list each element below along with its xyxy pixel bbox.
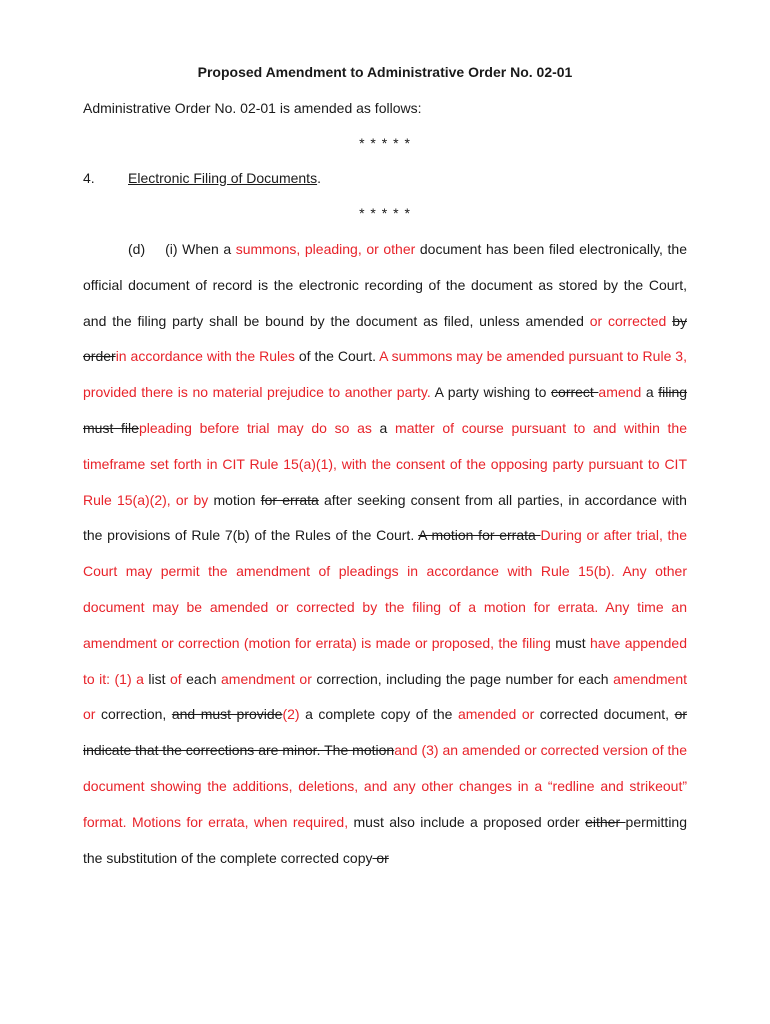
paragraph-label: (d)	[128, 241, 146, 257]
inserted-text: or corrected	[589, 312, 673, 329]
inserted-text: summons, pleading, or other	[235, 241, 416, 257]
paragraph-segment: corrected document,	[534, 706, 675, 723]
paragraph-segment: must also include a proposed order	[348, 813, 586, 830]
deleted-text: and must provide	[171, 706, 283, 723]
paragraph-segment: after seeking consent from all parties, in accordance with the provisions of Rule 7(b) of the Rules of the Court.	[83, 491, 687, 544]
inserted-text: amendment or	[83, 670, 688, 723]
separator-top: * * * * *	[359, 135, 411, 151]
deleted-text: for errata	[260, 491, 319, 508]
inserted-text: in accordance with the Rules	[115, 348, 295, 365]
inserted-text: amended or	[457, 706, 535, 723]
deleted-text: filing must file	[83, 384, 688, 436]
inserted-text: have appended to it: (1) a	[83, 634, 687, 687]
section-header	[83, 170, 321, 186]
paragraph-segment: (i) When a	[165, 241, 236, 257]
inserted-text: (2)	[282, 706, 300, 723]
paragraph-segment: a	[641, 384, 659, 401]
deleted-text: correct	[551, 384, 599, 401]
paragraph-segment: must	[550, 634, 590, 651]
deleted-text: either	[585, 813, 626, 830]
section-number: 4.	[83, 170, 95, 186]
inserted-text: of	[169, 670, 182, 687]
paragraph-segment: correction,	[95, 706, 172, 723]
inserted-text: A summons may be amended pursuant to Rule 3, provided there is no material prejudice to another party.	[83, 348, 687, 401]
paragraph-segment: a complete copy of the	[299, 706, 458, 723]
paragraph-segment: list	[143, 670, 170, 687]
section-heading: Electronic Filing of Documents	[128, 170, 318, 186]
paragraph-segment: document has been filed electronically, the official document of record is the electronic recording of the document as stored by the Court, and the filing party shall be bound by the document as filed, unless amended	[83, 241, 687, 329]
inserted-text: and (3) an amended or corrected version of the document showing the additions, deletions, and any other changes in a “redline and strikeout” format. Motions for errata, when required,	[83, 742, 687, 830]
paragraph-segment: permitting the substitution of the complete corrected copy	[83, 813, 687, 866]
inserted-text: pleading before trial may do so as	[138, 419, 372, 436]
document-title: Proposed Amendment to Administrative Order No. 02-01	[197, 64, 573, 80]
paragraph-d	[83, 232, 687, 876]
inserted-text: amendment or	[221, 670, 312, 687]
paragraph-segment: of the Court.	[294, 348, 380, 365]
deleted-text: or	[372, 849, 389, 866]
inserted-text: amend	[598, 384, 642, 401]
paragraph-segment: correction, including the page number for each	[311, 670, 614, 687]
paragraph-segment: a	[371, 419, 396, 436]
separator-bottom: * * * * *	[359, 205, 411, 221]
paragraph-segment: each	[181, 670, 221, 687]
inserted-text: matter of course pursuant to and within the timeframe set forth in CIT Rule 15(a)(1), with the consent of the opposing party pursuant to CIT Rule 15(a)(2), or by	[83, 419, 688, 508]
deleted-text: or indicate that the corrections are minor. The motion	[83, 706, 688, 759]
section-heading-period: .	[317, 170, 321, 186]
deleted-text: by order	[83, 312, 687, 365]
intro-text: Administrative Order No. 02-01 is amended as follows:	[83, 100, 422, 116]
paragraph-segment: A party wishing to	[430, 384, 552, 401]
paragraph-segment: motion	[208, 491, 261, 508]
deleted-text: A motion for errata	[418, 527, 541, 544]
inserted-text: During or after trial, the Court may permit the amendment of pleadings in accordance with Rule 15(b). Any other document may be amended or corrected by the filing of a motion for errata. Any time an amendment or correction (motion for errata) is made or proposed, the filing	[83, 527, 688, 651]
paragraph-text	[83, 241, 687, 866]
